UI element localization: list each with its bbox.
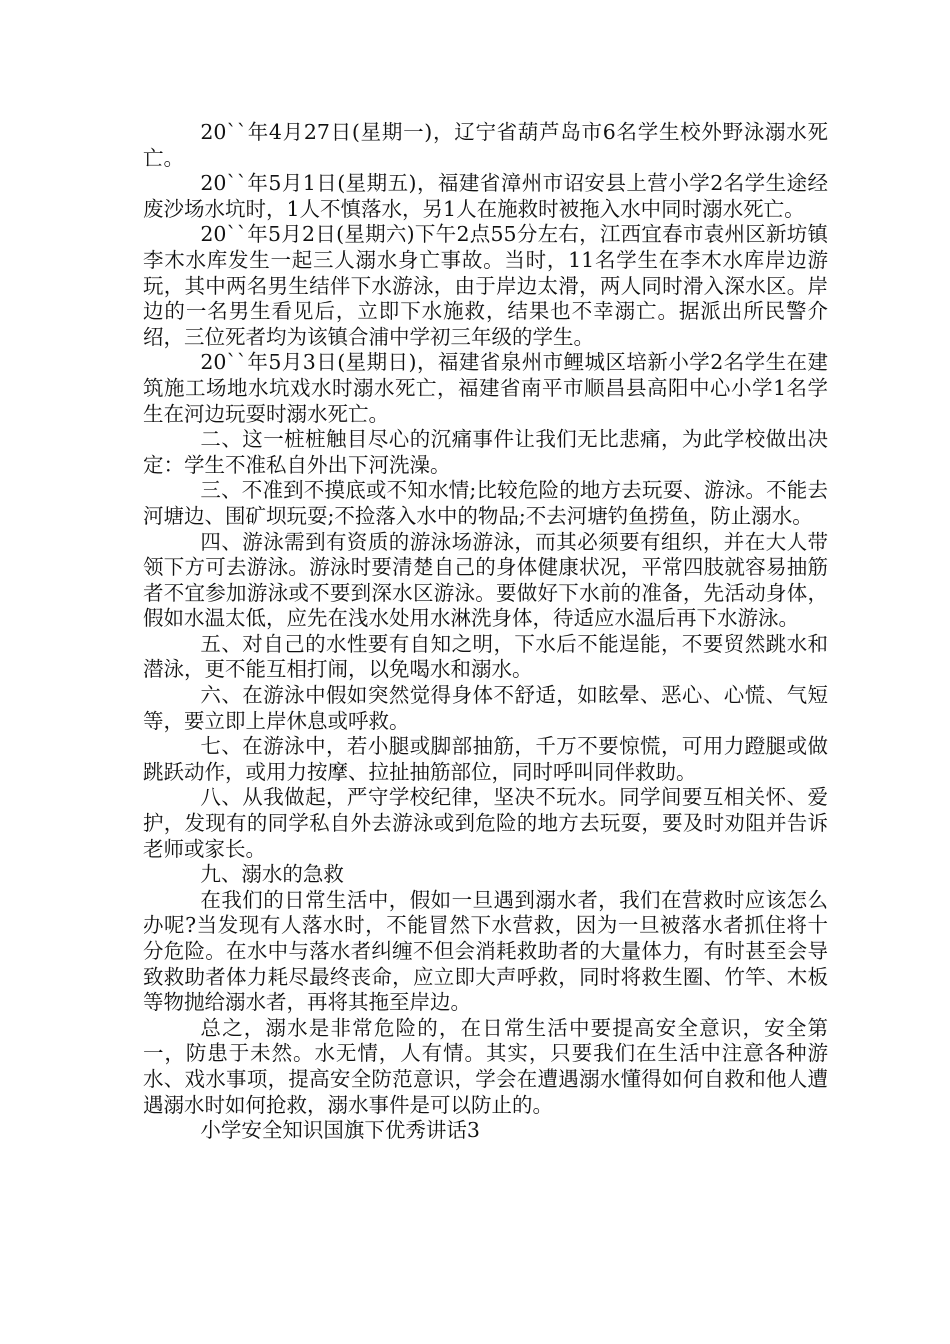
paragraph-rule-3: 三、不准到不摸底或不知水情;比较危险的地方去玩耍、游泳。不能去河塘边、围矿坝玩耍;不捡落入水中的物品;不去河塘钓鱼捞鱼，防止溺水。 xyxy=(143,478,828,528)
paragraph-incident-may-3: 20``年5月3日(星期日)，福建省泉州市鲤城区培新小学2名学生在建筑施工场地水坑戏水时溺水死亡，福建省南平市顺昌县高阳中心小学1名学生在河边玩耍时溺水死亡。 xyxy=(143,350,828,426)
paragraph-incident-april-27: 20``年4月27日(星期一)，辽宁省葫芦岛市6名学生校外野泳溺水死亡。 xyxy=(143,120,828,170)
paragraph-incident-may-2: 20``年5月2日(星期六)下午2点55分左右，江西宜春市袁州区新坊镇李木水库发生一起三人溺水身亡事故。当时，11名学生在李木水库岸边游玩，其中两名男生结伴下水游泳，由于岸边太滑，两人同时滑入深水区。岸边的一名男生看见后，立即下水施救，结果也不幸溺亡。据派出所民警介绍，三位死者均为该镇合浦中学初三年级的学生。 xyxy=(143,222,828,349)
paragraph-rule-6: 六、在游泳中假如突然觉得身体不舒适，如眩晕、恶心、心慌、气短等，要立即上岸休息或呼救。 xyxy=(143,683,828,733)
paragraph-incident-may-1: 20``年5月1日(星期五)，福建省漳州市诏安县上营小学2名学生途经废沙场水坑时，1人不慎落水，另1人在施救时被拖入水中同时溺水死亡。 xyxy=(143,171,828,221)
paragraph-rule-5: 五、对自己的水性要有自知之明，下水后不能逞能，不要贸然跳水和潜泳，更不能互相打闹，以免喝水和溺水。 xyxy=(143,631,828,682)
paragraph-rule-7: 七、在游泳中，若小腿或脚部抽筋，千万不要惊慌，可用力蹬腿或做跳跃动作，或用力按摩、拉扯抽筋部位，同时呼叫同伴救助。 xyxy=(143,734,828,784)
paragraph-first-aid: 在我们的日常生活中，假如一旦遇到溺水者，我们在营救时应该怎么办呢?当发现有人落水时，不能冒然下水营救，因为一旦被落水者抓住将十分危险。在水中与落水者纠缠不但会消耗救助者的大量体力，有时甚至会导致救助者体力耗尽最终丧命，应立即大声呼救，同时将救生圈、竹竿、木板等物抛给溺水者，再将其拖至岸边。 xyxy=(143,887,828,1015)
paragraph-conclusion: 总之，溺水是非常危险的，在日常生活中要提高安全意识，安全第一，防患于未然。水无情，人有情。其实，只要我们在生活中注意各种游水、戏水事项，提高安全防范意识，学会在遭遇溺水懂得如何自救和他人遭遇溺水时如何抢救，溺水事件是可以防止的。 xyxy=(143,1015,828,1117)
next-section-title: 小学安全知识国旗下优秀讲话3 xyxy=(200,1118,480,1143)
paragraph-rule-2: 二、这一桩桩触目尽心的沉痛事件让我们无比悲痛，为此学校做出决定：学生不准私自外出下河洗澡。 xyxy=(143,427,828,477)
paragraph-rule-8: 八、从我做起，严守学校纪律，坚决不玩水。同学间要互相关怀、爱护，发现有的同学私自外去游泳或到危险的地方去玩耍，要及时劝阻并告诉老师或家长。 xyxy=(143,785,828,861)
paragraph-rule-4: 四、游泳需到有资质的游泳场游泳，而其必须要有组织，并在大人带领下方可去游泳。游泳时要清楚自己的身体健康状况，平常四肢就容易抽筋者不宜参加游泳或不要到深水区游泳。要做好下水前的准备，先活动身体，假如水温太低，应先在浅水处用水淋洗身体，待适应水温后再下水游泳。 xyxy=(143,529,828,631)
section-heading-first-aid: 九、溺水的急救 xyxy=(200,862,344,887)
document-body xyxy=(143,120,828,1144)
